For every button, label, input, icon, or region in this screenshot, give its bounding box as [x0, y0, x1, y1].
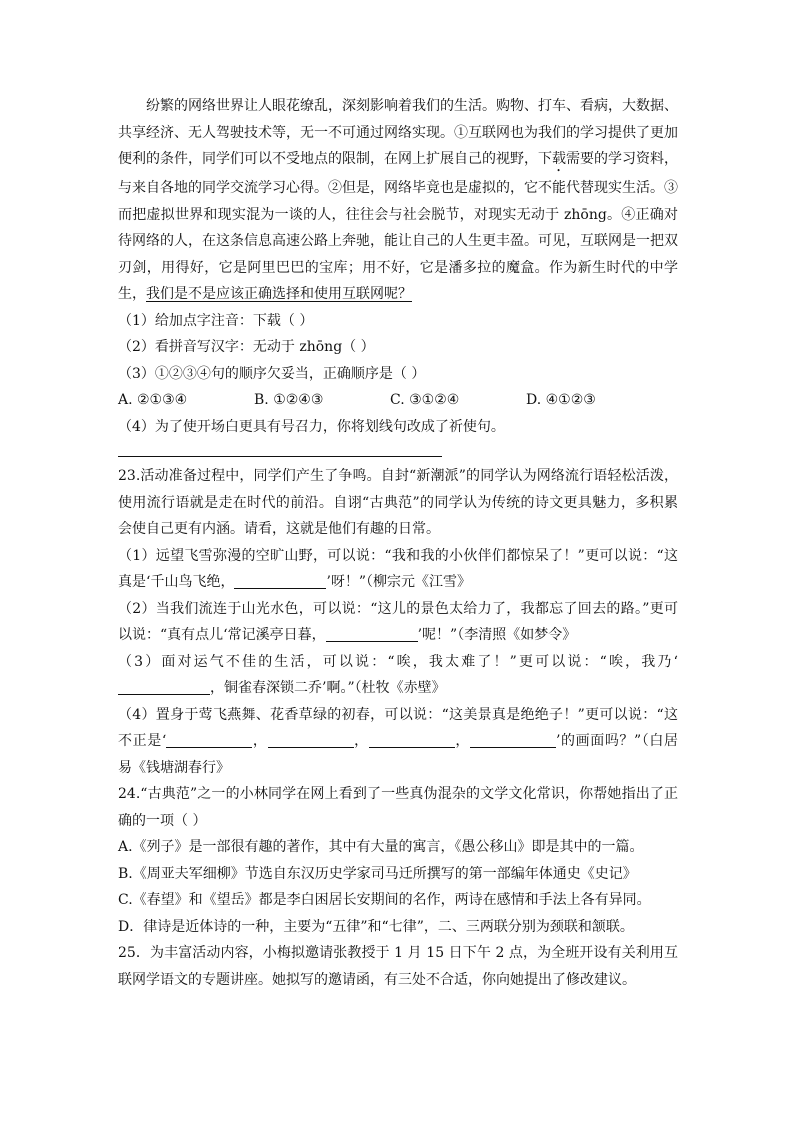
document-page	[118, 93, 678, 993]
q24-option-a: A.《列子》是一部很有趣的著作，其中有大量的寓言，《愚公移山》即是其中的一篇。	[118, 839, 644, 855]
dotted-character: 载	[552, 151, 566, 167]
blank[interactable]	[369, 731, 455, 748]
q22-sub1: （1）给加点字注音：下载（ ）	[118, 312, 314, 329]
blank[interactable]	[326, 625, 418, 642]
q23-intro: 23.活动准备过程中，同学们产生了争鸣。自封“新潮派”的同学认为网络流行语轻松活泼，使用流行语就是走在时代的前沿。自诩“古典范”的同学认为传统的诗文更具魅力，多积累会使自己更有内涵。请看，这就是他们有趣的日常。	[118, 468, 678, 537]
q23-sub2: （2）当我们流连于山光水色，可以说：“这儿的景色太给力了，我都忘了回去的路。”更可以说：“真有点儿‘常记溪亭日暮， ’呢！”（李清照《如梦令》	[118, 600, 678, 643]
q23-sub3: （3）面对运气不佳的生活，可以说：“唉，我太难了！”更可以说：“唉，我乃‘，铜雀春深锁二乔’啊。”（杜牧《赤壁》	[118, 653, 678, 696]
q23-sub1: （1）远望飞雪弥漫的空旷山野，可以说：“我和我的小伙伴们都惊呆了！”更可以说：“这真是‘千山鸟飞绝， ’呀！”（柳宗元《江雪》	[118, 547, 678, 590]
q22-sub3: （3）①②③④句的顺序欠妥当，正确顺序是（ ）	[118, 365, 426, 382]
answer-line[interactable]	[118, 440, 442, 457]
blank[interactable]	[166, 731, 252, 748]
blank[interactable]	[118, 678, 210, 695]
q24-option-c: C.《春望》和《望岳》都是李白困居长安期间的名作，两诗在感情和手法上各有异同。	[118, 892, 651, 908]
q22-options	[118, 387, 678, 414]
q22-option-b: B. ①②④③	[254, 392, 324, 408]
q24-option-b: B.《周亚夫军细柳》节选自东汉历史学家司马迁所撰写的第一部编年体通史《史记》	[118, 865, 637, 882]
blank[interactable]	[234, 572, 326, 589]
q24-intro: 24.“古典范”之一的小林同学在网上看到了一些真伪混杂的文学文化常识，你帮她指出了正确的一项（ ）	[118, 786, 678, 829]
blank[interactable]	[268, 731, 354, 748]
q22-option-a: A. ②①③④	[118, 392, 188, 408]
q22-sub2: （2）看拼音写汉字：无动于 zhōng（ ）	[118, 339, 375, 355]
q25-intro: 25．为丰富活动内容，小梅拟邀请张教授于 1 月 15 日下午 2 点，为全班开设有关利用互联网学语文的专题讲座。她拟写的邀请函，有三处不合适，你向她提出了修改建议。	[118, 945, 678, 988]
q22-option-c: C. ③①②④	[390, 392, 460, 408]
q22-option-d: D. ④①②③	[526, 392, 596, 408]
blank[interactable]	[470, 731, 556, 748]
q24-option-d: D．律诗是近体诗的一种，主要为“五律”和“七律”，二、三两联分别为颈联和颔联。	[118, 918, 634, 935]
q22-sub4: （4）为了使开场白更具有号召力，你将划线句改成了祈使句。	[118, 418, 505, 435]
q23-sub4: （4）置身于莺飞燕舞、花香草绿的初春，可以说：“这美景真是绝绝子！”更可以说：“这不正是‘ ， ， ， ’的画面吗？”（白居易《钱塘湖春行》	[118, 706, 679, 776]
underlined-sentence: 我们是不是应该正确选择和使用互联网呢？	[146, 286, 412, 302]
reading-passage: 纷繁的网络世界让人眼花缭乱，深刻影响着我们的生活。购物、打车、看病，大数据、共享经济、无人驾驶技术等，无一不可通过网络实现。①互联网也为我们的学习提供了更加便利的条件，同学们可以不受地点的限制，在网上扩展自己的视野，下载需要的学习资料，与来自各地的同学交流学习心得。②但是，网络毕竟也是虚拟的，它不能代替现实生活。③而把虚拟世界和现实混为一谈的人，往往会与社会脱节，对现实无动于 zhōng。④正确对待网络的人，在这条信息高速公路上奔驰，能让自己的人生更丰盈。可见，互联网是一把双刃剑，用得好，它是阿里巴巴的宝库；用不好，它是潘多拉的魔盒。作为新生时代的中学生，我们是不是应该正确选择和使用互联网呢？	[118, 98, 678, 302]
